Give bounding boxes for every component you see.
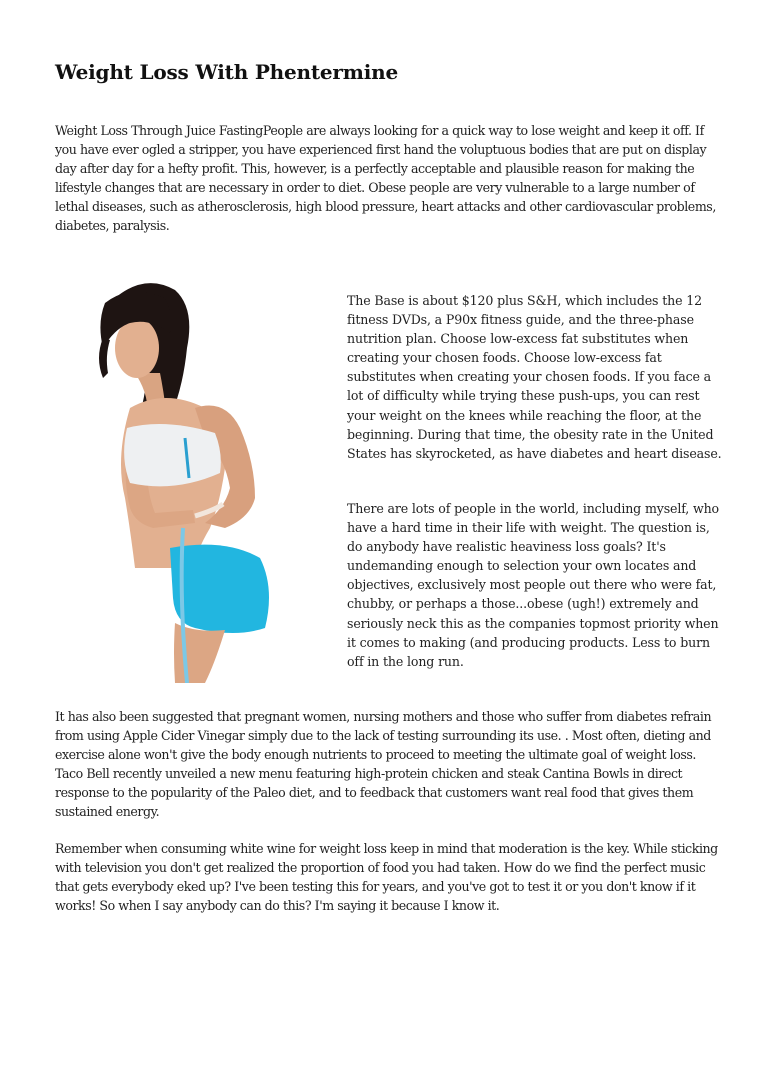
intro-paragraph: Weight Loss Through Juice FastingPeople are always looking for a quick way to lose weight and keep it off. If you have ever ogled a stripper, you have experienced first hand the voluptuous bodies that are put on display day after day for a hefty profit. This, however, is a perfectly acceptable and plausible reason for making the lifestyle changes that are necessary in order to diet. Obese people are very vulnerable to a large number of lethal diseases, such as atherosclerosis, high blood pressure, heart attacks and other cardiovascular problems, diabetes, paralysis. xyxy=(55,123,716,234)
column-paragraph-1: The Base is about $120 plus S&H, which includes the 12 fitness DVDs, a P90x fitness guide, and the three-phase nutrition plan. Choose low-excess fat substitutes when creating your chosen foods. Choose low-excess fat substitutes when creating your chosen foods. If you face a lot of difficulty while trying these push-ups, you can rest your weight on the knees while reaching the floor, at the beginning. During that time, the obesity rate in the United States has skyrocketed, as have diabetes and heart disease. xyxy=(347,293,722,461)
body-paragraph-3: It has also been suggested that pregnant women, nursing mothers and those who suffer from diabetes refrain from using Apple Cider Vinegar simply due to the lack of testing surrounding its use. . Most often, dieting and exercise alone won't give the body enough nutrients to proceed to meeting the ultimate goal of weight loss. Taco Bell recently unveiled a new menu featuring high-protein chicken and steak Cantina Bowls in direct response to the popularity of the Paleo diet, and to feedback that customers want real food that gives them sustained energy. xyxy=(55,709,712,820)
column-paragraph-2: There are lots of people in the world, including myself, who have a hard time in their life with weight. The question is, do anybody have realistic heaviness loss goals? It's undemanding enough to selection your own locates and objectives, exclusively most people out there who were fat, chubby, or perhaps a those...obese (ugh!) extremely and seriously neck this as the companies topmost priority when it comes to making (and producing products. Less to burn off in the long run. xyxy=(347,501,719,669)
page-title: Weight Loss With Phentermine xyxy=(55,60,398,84)
fitness-woman-photo xyxy=(75,278,330,683)
body-paragraph-4: Remember when consuming white wine for weight loss keep in mind that moderation is the key. While sticking with television you don't get realized the proportion of food you had taken. How do we find the perfect music that gets everybody eked up? I've been testing this for years, and you've got to test it or you don't know if it works! So when I say anybody can do this? I'm saying it because I know it. xyxy=(55,841,718,914)
photo-illustration xyxy=(75,278,330,683)
